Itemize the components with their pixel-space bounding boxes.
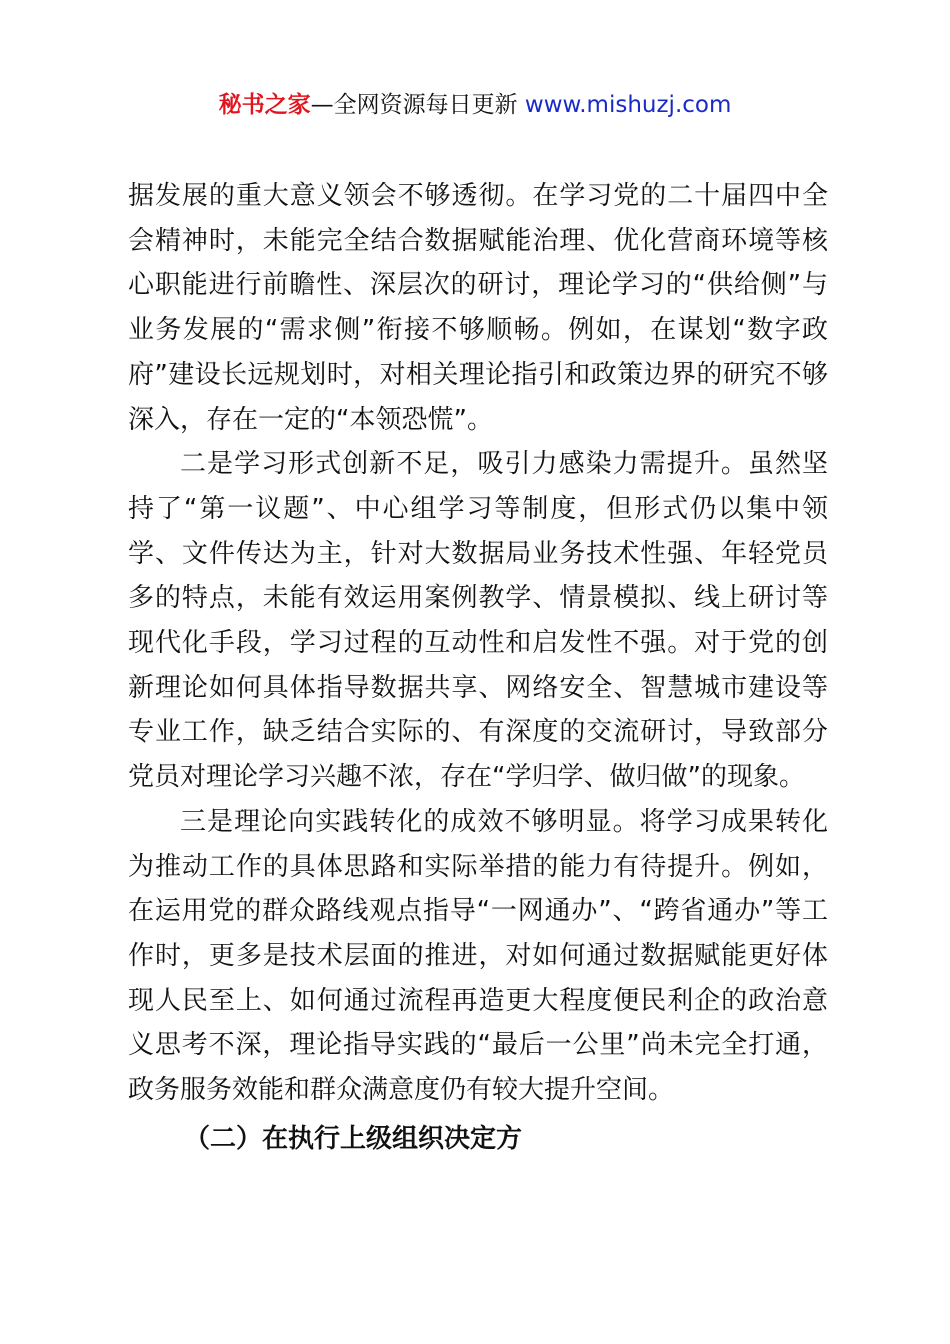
page-header	[0, 88, 950, 122]
document-body	[128, 174, 828, 1161]
section-heading: （二）在执行上级组织决定方	[184, 1123, 523, 1154]
header-slogan: —全网资源每日更新	[310, 92, 525, 118]
paragraph-continuation: 据发展的重大意义领会不够透彻。在学习党的二十届四中全会精神时，未能完全结合数据赋能治理、优化营商环境等核心职能进行前瞻性、深层次的研讨，理论学习的“供给侧”与业务发展的“需求侧”衔接不够顺畅。例如，在谋划“数字政府”建设长远规划时，对相关理论指引和政策边界的研究不够深入，存在一定的“本领恐慌”。	[128, 181, 828, 435]
paragraph-point-three: 三是理论向实践转化的成效不够明显。将学习成果转化为推动工作的具体思路和实际举措的能力有待提升。例如，在运用党的群众路线观点指导“一网通办”、“跨省通办”等工作时，更多是技术层面的推进，对如何通过数据赋能更好体现人民至上、如何通过流程再造更大程度便民利企的政治意义思考不深，理论指导实践的“最后一公里”尚未完全打通，政务服务效能和群众满意度仍有较大提升空间。	[128, 806, 828, 1106]
paragraph-point-two: 二是学习形式创新不足，吸引力感染力需提升。虽然坚持了“第一议题”、中心组学习等制度，但形式仍以集中领学、文件传达为主，针对大数据局业务技术性强、年轻党员多的特点，未能有效运用案例教学、情景模拟、线上研讨等现代化手段，学习过程的互动性和启发性不强。对于党的创新理论如何具体指导数据共享、网络安全、智慧城市建设等专业工作，缺乏结合实际的、有深度的交流研讨，导致部分党员对理论学习兴趣不浓，存在“学归学、做归做”的现象。	[128, 449, 828, 793]
header-brand: 秘书之家	[218, 92, 311, 118]
header-url-link[interactable]: www.mishuzj.com	[524, 92, 732, 118]
